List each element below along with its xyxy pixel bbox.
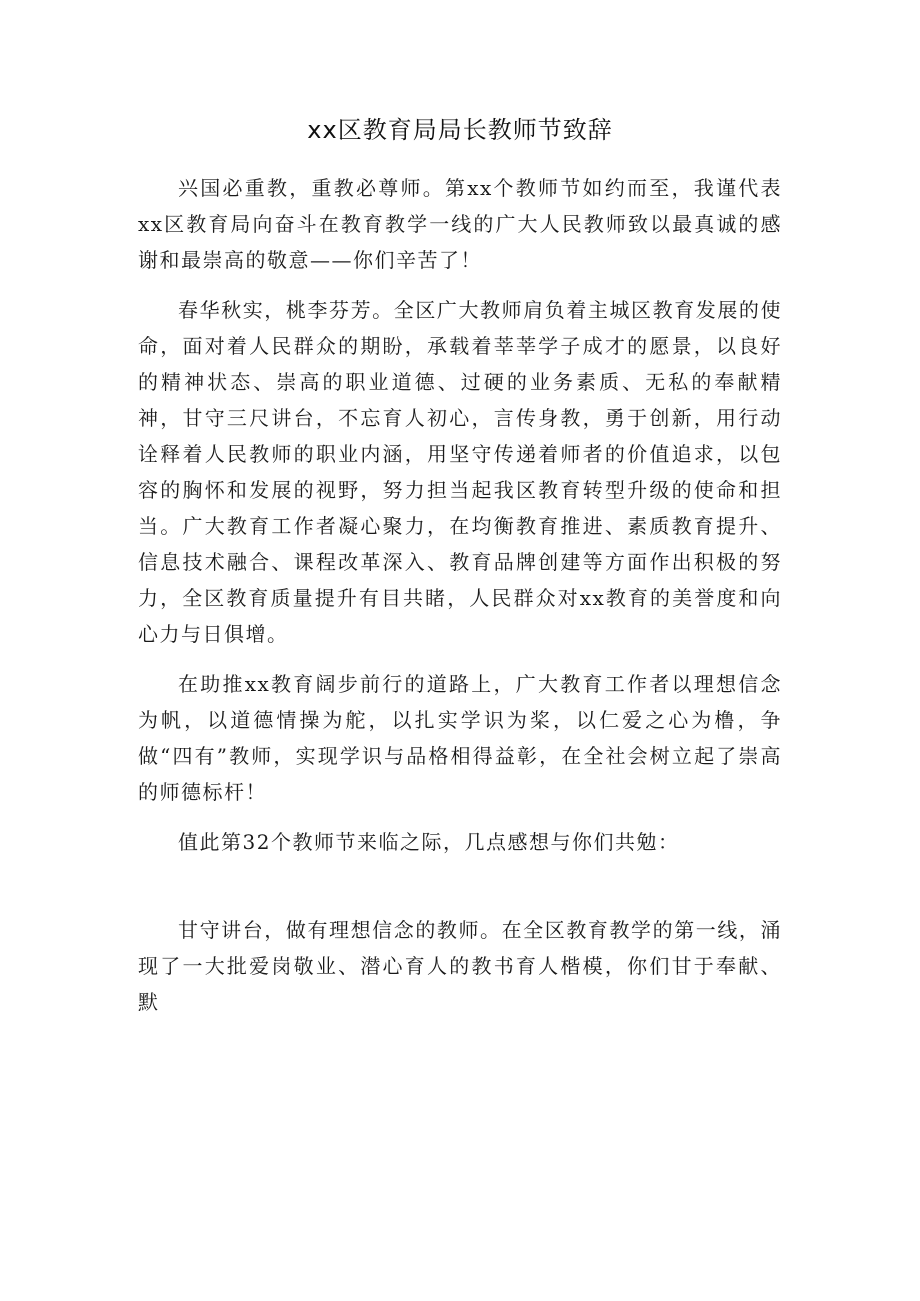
paragraph-occasion: 值此第32个教师节来临之际，几点感想与你们共勉： xyxy=(178,830,680,854)
paragraph-spacer xyxy=(138,860,782,912)
document-title: xx区教育局局长教师节致辞 xyxy=(307,116,613,144)
paragraph-point-one: 甘守讲台，做有理想信念的教师。在全区教育教学的第一线，涌现了一大批爱岗敬业、潜心育人的教书育人楷模，你们甘于奉献、默 xyxy=(138,918,782,1014)
paragraph-spacer xyxy=(138,652,782,666)
paragraph-ideals: 在助推xx教育阔步前行的道路上，广大教育工作者以理想信念为帆，以道德情操为舵，以扎实学识为桨，以仁爱之心为橹，争做“四有”教师，实现学识与品格相得益彰，在全社会树立起了崇高的师德标杆！ xyxy=(138,672,782,804)
paragraph-spacer xyxy=(138,278,782,292)
document-body xyxy=(138,170,782,1020)
paragraph-spacer xyxy=(138,810,782,824)
paragraph-greeting: 兴国必重教，重教必尊师。第xx个教师节如约而至，我谨代表xx区教育局向奋斗在教育教学一线的广大人民教师致以最真诚的感谢和最崇高的敬意——你们辛苦了！ xyxy=(138,176,782,272)
paragraph-achievements: 春华秋实，桃李芬芳。全区广大教师肩负着主城区教育发展的使命，面对着人民群众的期盼，承载着莘莘学子成才的愿景，以良好的精神状态、崇高的职业道德、过硬的业务素质、无私的奉献精神，甘守三尺讲台，不忘育人初心，言传身教，勇于创新，用行动诠释着人民教师的职业内涵，用坚守传递着师者的价值追求，以包容的胸怀和发展的视野，努力担当起我区教育转型升级的使命和担当。广大教育工作者凝心聚力，在均衡教育推进、素质教育提升、信息技术融合、课程改革深入、教育品牌创建等方面作出积极的努力，全区教育质量提升有目共睹，人民群众对xx教育的美誉度和向心力与日俱增。 xyxy=(138,298,782,646)
